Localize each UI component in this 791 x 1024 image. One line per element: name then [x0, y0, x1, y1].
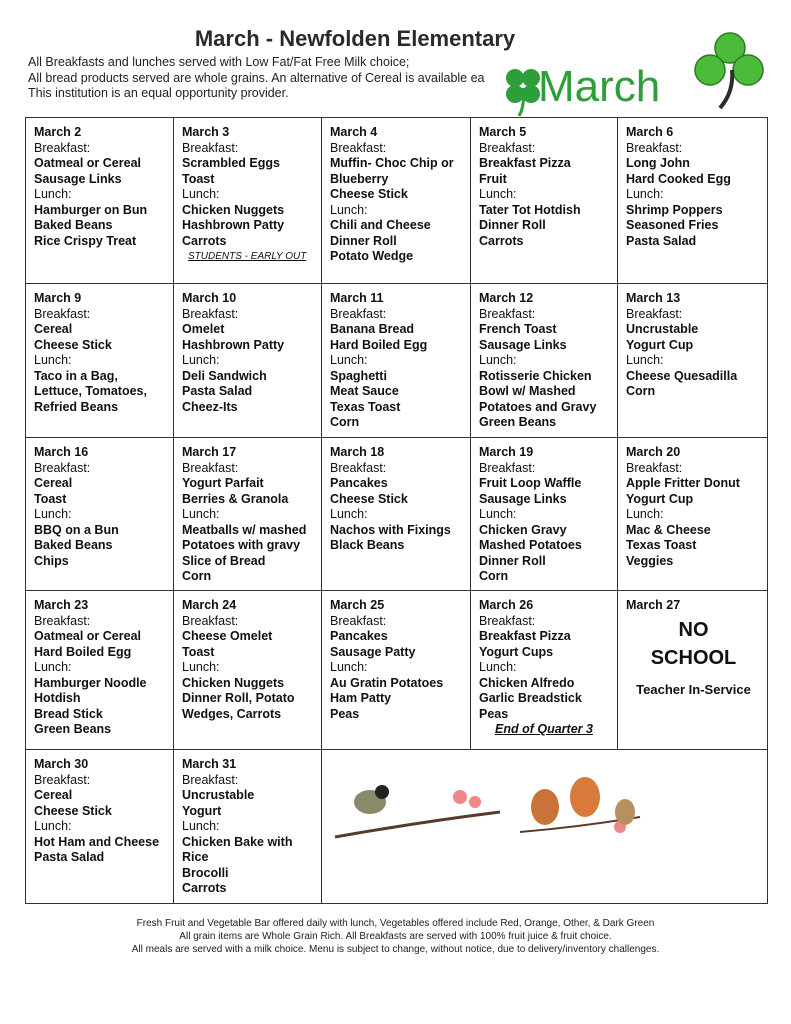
meal-label: Lunch:	[182, 353, 220, 367]
menu-item: Fruit Loop Waffle	[479, 476, 582, 490]
no-school-text: SCHOOL	[650, 646, 737, 669]
day-cell	[174, 438, 322, 591]
menu-item: Hashbrown Patty	[182, 218, 285, 232]
meal-label: Breakfast:	[626, 140, 683, 155]
day-cell	[174, 118, 322, 284]
meal-label: Lunch:	[479, 507, 517, 521]
meal-label: Breakfast:	[330, 306, 387, 321]
menu-item: Hamburger Noodle	[34, 675, 147, 690]
menu-item: Omelet	[182, 322, 225, 336]
menu-item: Hotdish	[34, 691, 81, 705]
menu-item: Blueberry	[330, 171, 389, 186]
menu-item: Sausage Links	[34, 171, 122, 186]
footer-notes	[0, 917, 791, 956]
meal-label: Breakfast:	[182, 140, 239, 155]
menu-item: Rice	[182, 850, 209, 864]
menu-item: Cheez-Its	[182, 399, 238, 414]
day-cell	[26, 284, 174, 438]
menu-item: Cheese Stick	[34, 803, 112, 818]
menu-item: Sausage Links	[479, 337, 567, 352]
day-date: March 20	[626, 445, 681, 459]
menu-item: Oatmeal or Cereal	[34, 629, 141, 643]
birds-on-branch-image	[330, 757, 660, 852]
menu-item: Deli Sandwich	[182, 368, 267, 383]
menu-item: Corn	[479, 569, 509, 583]
menu-item: Cereal	[34, 476, 73, 490]
menu-item: Mac & Cheese	[626, 522, 711, 537]
day-date: March 25	[330, 598, 385, 612]
day-cell	[471, 591, 618, 750]
footer-line: Fresh Fruit and Vegetable Bar offered daily with lunch, Vegetables offered include Red, Orange, Other, & Dark Green	[136, 918, 655, 929]
menu-item: Uncrustable	[626, 322, 699, 336]
menu-item: Hot Ham and Cheese	[34, 834, 160, 849]
menu-item: Yogurt Cups	[479, 644, 554, 659]
menu-item: Yogurt	[182, 803, 222, 818]
menu-item: Muffin- Choc Chip or	[330, 156, 454, 170]
menu-item: Potato Wedge	[330, 249, 414, 263]
menu-item: Wedges, Carrots	[182, 706, 282, 721]
meal-label: Lunch:	[182, 660, 220, 674]
menu-item: Oatmeal or Cereal	[34, 156, 141, 170]
day-date: March 6	[626, 125, 674, 139]
menu-item: Spaghetti	[330, 368, 387, 383]
day-date: March 10	[182, 291, 237, 305]
menu-item: Potatoes and Gravy	[479, 399, 597, 414]
intro-text	[28, 55, 485, 102]
meal-label: Lunch:	[330, 507, 368, 521]
menu-item: Brocolli	[182, 865, 229, 880]
logo-text: March	[538, 62, 661, 111]
meal-label: Breakfast:	[34, 306, 91, 321]
page-title: March - Newfolden Elementary	[194, 26, 516, 51]
week-row	[26, 591, 768, 750]
menu-item: Cereal	[34, 788, 73, 802]
no-school-text: NO	[678, 618, 709, 641]
quarter-end-note: End of Quarter 3	[495, 722, 593, 736]
meal-label: Breakfast:	[182, 772, 239, 787]
meal-label: Breakfast:	[182, 460, 239, 475]
menu-item: Carrots	[182, 881, 227, 895]
day-cell	[471, 438, 618, 591]
meal-label: Lunch:	[34, 187, 72, 201]
day-cell	[322, 591, 471, 750]
menu-item: Texas Toast	[330, 399, 401, 414]
meal-label: Lunch:	[182, 819, 220, 833]
menu-item: Breakfast Pizza	[479, 156, 571, 170]
meal-label: Lunch:	[479, 187, 517, 201]
intro-line: This institution is an equal opportunity provider.	[28, 86, 289, 100]
day-cell	[26, 591, 174, 750]
day-cell	[322, 118, 471, 284]
menu-item: Toast	[182, 644, 215, 659]
menu-item: Cheese Omelet	[182, 629, 273, 643]
menu-item: Chips	[34, 553, 69, 568]
menu-item: Scrambled Eggs	[182, 156, 280, 170]
day-date: March 9	[34, 291, 82, 305]
menu-item: Lettuce, Tomatoes,	[34, 384, 147, 398]
menu-item: Cheese Stick	[330, 491, 408, 506]
meal-label: Breakfast:	[182, 306, 239, 321]
meal-label: Lunch:	[34, 660, 72, 674]
menu-item: Hashbrown Patty	[182, 337, 285, 352]
meal-label: Breakfast:	[330, 140, 387, 155]
meal-label: Breakfast:	[34, 140, 91, 155]
meal-label: Lunch:	[626, 507, 664, 521]
menu-item: Meat Sauce	[330, 384, 399, 398]
menu-item: Corn	[330, 415, 360, 429]
meal-label: Lunch:	[34, 819, 72, 833]
menu-item: Rotisserie Chicken	[479, 368, 592, 383]
march-logo	[498, 58, 693, 120]
meal-label: Lunch:	[34, 507, 72, 521]
menu-item: Taco in a Bag,	[34, 368, 118, 383]
day-date: March 11	[330, 291, 384, 305]
meal-label: Breakfast:	[479, 306, 536, 321]
day-cell	[471, 118, 618, 284]
menu-item: Shrimp Poppers	[626, 202, 723, 217]
day-date: March 23	[34, 598, 89, 612]
meal-label: Lunch:	[479, 660, 517, 674]
menu-item: Baked Beans	[34, 218, 113, 232]
menu-item: Toast	[34, 491, 67, 506]
meal-label: Breakfast:	[34, 613, 91, 628]
menu-item: Nachos with Fixings	[330, 522, 451, 537]
menu-item: Green Beans	[34, 722, 112, 736]
shamrock-icon	[690, 30, 770, 110]
menu-item: Dinner Roll	[479, 218, 546, 232]
day-cell	[618, 591, 768, 750]
menu-item: Breakfast Pizza	[479, 629, 571, 643]
day-date: March 4	[330, 125, 378, 139]
meal-label: Lunch:	[182, 507, 220, 521]
meal-label: Lunch:	[330, 202, 368, 217]
menu-item: Chicken Bake with	[182, 834, 293, 849]
menu-item: Hard Cooked Egg	[626, 171, 731, 186]
menu-item: Chicken Nuggets	[182, 675, 285, 690]
week-row	[26, 118, 768, 284]
day-cell	[322, 438, 471, 591]
menu-item: French Toast	[479, 322, 557, 336]
intro-line: All bread products served are whole grains. An alternative of Cereal is available ea	[28, 70, 485, 85]
early-out-note: STUDENTS - EARLY OUT	[188, 251, 307, 262]
menu-item: Slice of Bread	[182, 553, 266, 568]
meal-label: Lunch:	[34, 353, 72, 367]
menu-item: Corn	[626, 384, 656, 398]
menu-item: Long John	[626, 156, 690, 170]
menu-item: Toast	[182, 171, 215, 186]
day-cell	[26, 750, 174, 904]
four-leaf-clover-icon	[503, 66, 543, 116]
day-cell	[174, 591, 322, 750]
menu-item: Sausage Patty	[330, 644, 416, 659]
menu-item: Chili and Cheese	[330, 218, 431, 232]
menu-item: Seasoned Fries	[626, 218, 719, 232]
menu-item: Berries & Granola	[182, 491, 289, 506]
menu-item: Tater Tot Hotdish	[479, 202, 581, 217]
meal-label: Lunch:	[330, 660, 368, 674]
day-date: March 24	[182, 598, 237, 612]
menu-item: Sausage Links	[479, 491, 567, 506]
day-cell	[618, 284, 768, 438]
menu-item: Peas	[479, 706, 509, 721]
menu-item: Pancakes	[330, 476, 388, 490]
menu-item: Hard Boiled Egg	[34, 644, 132, 659]
menu-item: Veggies	[626, 553, 674, 568]
menu-item: Pasta Salad	[626, 233, 697, 248]
menu-item: Pancakes	[330, 629, 388, 643]
day-cell	[26, 118, 174, 284]
day-cell	[618, 438, 768, 591]
meal-label: Breakfast:	[626, 460, 683, 475]
meal-label: Breakfast:	[626, 306, 683, 321]
menu-item: Texas Toast	[626, 538, 697, 552]
menu-item: Chicken Alfredo	[479, 675, 575, 690]
day-date: March 16	[34, 445, 89, 459]
day-date: March 19	[479, 445, 534, 459]
day-date: March 5	[479, 125, 527, 139]
menu-item: Uncrustable	[182, 788, 255, 802]
meal-label: Breakfast:	[479, 460, 536, 475]
menu-item: Black Beans	[330, 538, 405, 552]
meal-label: Lunch:	[626, 353, 664, 367]
menu-item: Green Beans	[479, 415, 557, 429]
menu-item: Bowl w/ Mashed	[479, 384, 576, 398]
meal-label: Breakfast:	[34, 460, 91, 475]
menu-item: Yogurt Cup	[626, 337, 694, 352]
menu-item: Pasta Salad	[182, 384, 253, 398]
menu-item: Apple Fritter Donut	[626, 476, 740, 490]
menu-item: Refried Beans	[34, 399, 119, 414]
day-date: March 27	[626, 598, 681, 612]
menu-item: Chicken Gravy	[479, 522, 567, 537]
menu-item: BBQ on a Bun	[34, 522, 119, 537]
meal-label: Breakfast:	[330, 460, 387, 475]
menu-item: Dinner Roll	[330, 233, 397, 248]
menu-item: Hard Boiled Egg	[330, 337, 428, 352]
menu-calendar	[25, 117, 768, 904]
menu-item: Yogurt Parfait	[182, 476, 264, 490]
menu-item: Potatoes with gravy	[182, 538, 301, 552]
day-date: March 2	[34, 125, 82, 139]
menu-item: Peas	[330, 706, 360, 721]
menu-item: Carrots	[479, 233, 524, 248]
menu-item: Hamburger on Bun	[34, 202, 148, 217]
menu-item: Corn	[182, 569, 212, 583]
menu-item: Mashed Potatoes	[479, 538, 582, 552]
meal-label: Lunch:	[479, 353, 517, 367]
intro-line: All Breakfasts and lunches served with Low Fat/Fat Free Milk choice;	[28, 55, 410, 69]
day-cell	[174, 750, 322, 904]
meal-label: Lunch:	[182, 187, 220, 201]
day-date: March 30	[34, 757, 89, 771]
menu-item: Fruit	[479, 171, 507, 186]
meal-label: Lunch:	[626, 187, 664, 201]
menu-item: Rice Crispy Treat	[34, 233, 137, 248]
menu-item: Bread Stick	[34, 706, 103, 721]
day-date: March 26	[479, 598, 534, 612]
day-cell	[174, 284, 322, 438]
menu-item: Yogurt Cup	[626, 491, 694, 506]
birds-illustration	[322, 750, 768, 904]
footer-line: All grain items are Whole Grain Rich. All Breakfasts are served with 100% fruit juice & fruit choice.	[179, 931, 612, 942]
day-date: March 13	[626, 291, 681, 305]
meal-label: Breakfast:	[182, 613, 239, 628]
menu-item: Au Gratin Potatoes	[330, 675, 444, 690]
day-date: March 12	[479, 291, 534, 305]
menu-item: Ham Patty	[330, 691, 392, 705]
menu-item: Baked Beans	[34, 538, 113, 552]
menu-item: Cheese Stick	[34, 337, 112, 352]
menu-item: Dinner Roll	[479, 553, 546, 568]
meal-label: Lunch:	[330, 353, 368, 367]
inservice-text: Teacher In-Service	[636, 681, 751, 697]
menu-item: Pasta Salad	[34, 850, 105, 864]
meal-label: Breakfast:	[34, 772, 91, 787]
menu-item: Cheese Quesadilla	[626, 368, 738, 383]
menu-item: Cereal	[34, 322, 73, 336]
day-cell	[618, 118, 768, 284]
meal-label: Breakfast:	[330, 613, 387, 628]
day-date: March 3	[182, 125, 230, 139]
day-cell	[26, 438, 174, 591]
menu-item: Banana Bread	[330, 322, 415, 336]
day-cell	[471, 284, 618, 438]
day-date: March 31	[182, 757, 237, 771]
day-date: March 18	[330, 445, 385, 459]
meal-label: Breakfast:	[479, 140, 536, 155]
menu-item: Cheese Stick	[330, 187, 408, 201]
meal-label: Breakfast:	[479, 613, 536, 628]
menu-item: Meatballs w/ mashed	[182, 522, 307, 537]
day-date: March 17	[182, 445, 237, 459]
menu-item: Chicken Nuggets	[182, 202, 285, 217]
week-row	[26, 438, 768, 591]
week-row	[26, 284, 768, 438]
week-row	[26, 750, 768, 904]
menu-item: Garlic Breadstick	[479, 691, 582, 705]
menu-item: Dinner Roll, Potato	[182, 691, 295, 705]
menu-item: Carrots	[182, 233, 227, 248]
footer-line: All meals are served with a milk choice. Menu is subject to change, without notice, due to delivery/inventory challenges.	[131, 944, 660, 955]
day-cell	[322, 284, 471, 438]
